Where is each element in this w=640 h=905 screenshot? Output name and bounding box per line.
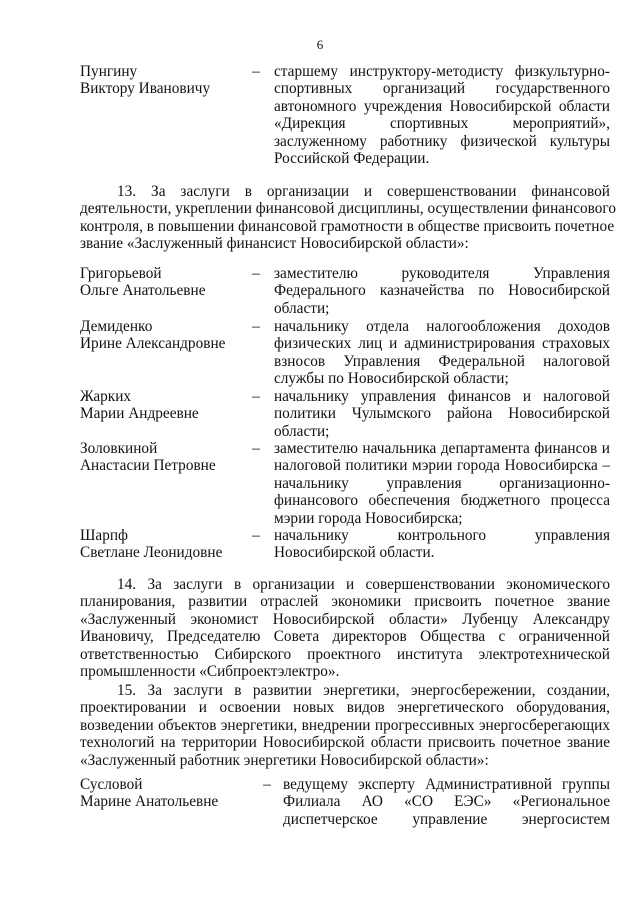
- recipient-position: ведущему эксперту Административной группы Филиала АО «СО ЕЭС» «Региональное диспетчерское управление энергосистем: [283, 776, 610, 828]
- dash-separator: –: [263, 776, 271, 793]
- dash-separator: –: [252, 63, 260, 80]
- recipient-position: старшему инструктору-методисту физкультурно- спортивных организаций государственного автономного учреждения Новосибирской области «Дирекция спортивных мероприятий», заслуженному работнику физической культуры Российской Федерации.: [274, 63, 610, 168]
- paragraph-14: 14. За заслуги в организации и совершенствовании экономического планирования, развитии отраслей экономики присвоить почетное звание «Заслуженный экономист Новосибирской области» Лубенцу Александру Ивановичу, Председателю Совета директоров Общества с ограниченной ответственностью Сибирского проектного института электротехнической промышленности «Сибпроектэлектро».: [80, 576, 610, 681]
- dash-separator: –: [252, 265, 260, 282]
- recipient-name: Золовкиной Анастасии Петровне: [80, 440, 216, 475]
- paragraph-13: 13. За заслуги в организации и совершенствовании финансовой деятельности, укреплении финансовой дисциплины, осуществлении финансового контроля, в повышении финансовой грамотности в обществе присвоить почетное звание «Заслуженный финансист Новосибирской области»:: [80, 183, 616, 253]
- paragraph-15: 15. За заслуги в развитии энергетики, энергосбережении, создании, проектировании и освоении новых видов энергетического оборудования, возведении объектов энергетики, внедрении прогрессивных энергосберегающих технологий на территории Новосибирской области присвоить почетное звание «Заслуженный работник энергетики Новосибирской области»:: [80, 682, 610, 769]
- dash-separator: –: [252, 318, 260, 335]
- recipient-position: начальнику отдела налогообложения доходов физических лиц и администрирования страховых взносов Управления Федеральной налоговой службы по Новосибирской области;: [274, 318, 610, 388]
- dash-separator: –: [252, 527, 260, 544]
- recipient-name: Жарких Марии Андреевне: [80, 388, 199, 423]
- recipient-position: начальнику контрольного управления Новосибирской области.: [274, 527, 610, 562]
- recipient-name: Сусловой Марине Анатольевне: [80, 776, 219, 811]
- recipient-name: Демиденко Ирине Александровне: [80, 318, 226, 353]
- recipient-name: Григорьевой Ольге Анатольевне: [80, 265, 206, 300]
- recipient-position: заместителю руководителя Управления Федерального казначейства по Новосибирской области;: [274, 265, 610, 317]
- recipient-position: заместителю начальника департамента финансов и налоговой политики мэрии города Новосибирска – начальнику управления организационно- финансового обеспечения бюджетного процесса мэрии города Новосибирска;: [274, 440, 610, 527]
- dash-separator: –: [252, 440, 260, 457]
- page-number: 6: [316, 37, 324, 52]
- recipient-name: Шарпф Светлане Леонидовне: [80, 527, 223, 562]
- dash-separator: –: [252, 388, 260, 405]
- recipient-position: начальнику управления финансов и налоговой политики Чулымского района Новосибирской области;: [274, 388, 610, 440]
- recipient-name: Пунгину Виктору Ивановичу: [80, 63, 211, 98]
